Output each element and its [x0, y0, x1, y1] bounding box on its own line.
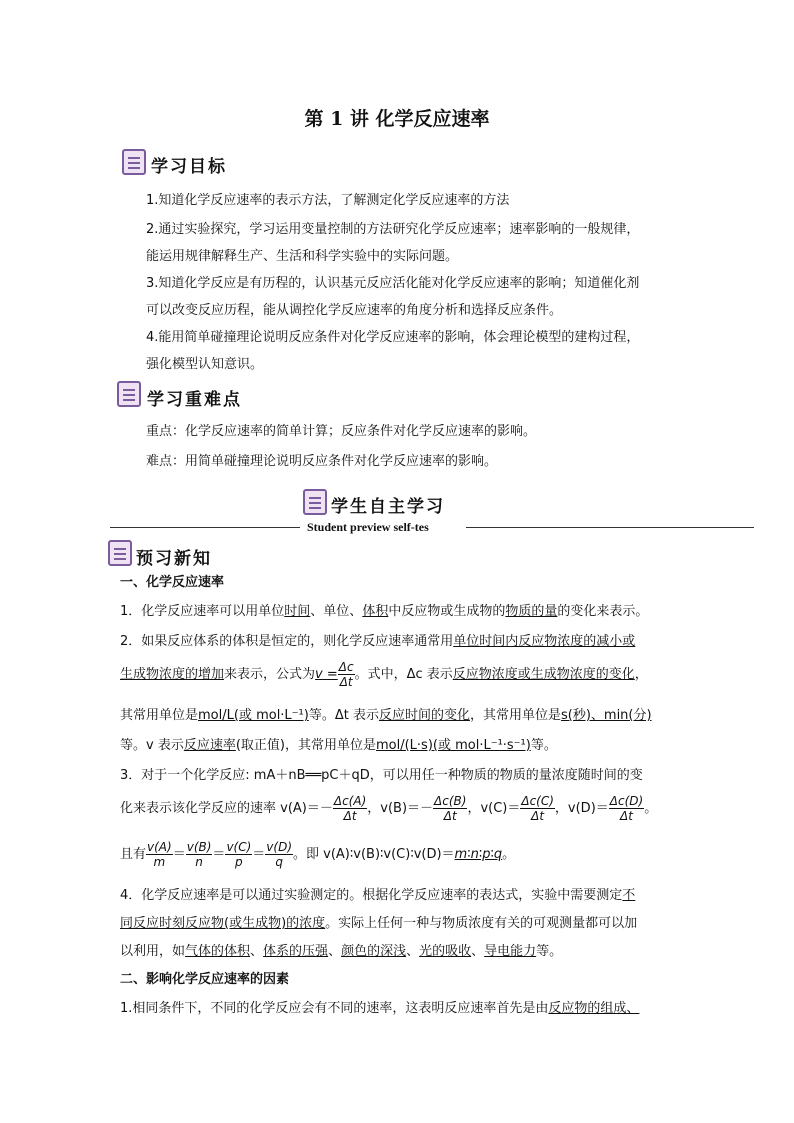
key-heading: 学习重难点: [147, 390, 242, 410]
part2-heading: 二、影响化学反应速率的因素: [120, 972, 290, 987]
banner-subtitle: Student preview self-tes: [307, 520, 429, 534]
paragraph-line: 化来表示该化学反应的速率 v(A)＝－ $\frac{\Delta c(A)}{\Delta t}$ ，v(B)＝－ $\frac{\Delta c(B)}{\Delta t}$ ，v(C)＝ $\frac{\Delta c(C)}{\Delta t}$ ，v(D)＝ $\frac{\Delta c(D)}{\Delta t}$ 。: [120, 794, 658, 823]
paragraph-line: 等。v 表示反应速率(取正值)，其常用单位是mol/(L·s)(或 mol·L⁻¹·s⁻¹)等。: [120, 738, 557, 753]
fraction: $\frac{\Delta c(D)}{\Delta t}$: [609, 794, 644, 823]
paragraph-line: 1.相同条件下，不同的化学反应会有不同的速率，这表明反应速率首先是由反应物的组成、: [120, 1001, 640, 1016]
goal-line: 可以改变反应历程，能从调控化学反应速率的角度分析和选择反应条件。: [146, 303, 563, 318]
fraction: $\frac{\Delta c}{\Delta t}$: [338, 660, 354, 689]
paragraph-line: 且有 $\frac{v(A)}{m}$ ＝ $\frac{v(B)}{n}$ ＝ $\frac{v(C)}{p}$ ＝ $\frac{v(D)}{q}$ 。即 v(A)∶v(B)∶v(C)∶v(D)＝m∶n∶p∶q。: [120, 840, 516, 869]
paragraph-line: 1．化学反应速率可以用单位时间、单位、体积中反应物或生成物的物质的量的变化来表示。: [120, 604, 649, 619]
goal-line: 4.能用简单碰撞理论说明反应条件对化学反应速率的影响，体会理论模型的建构过程，: [146, 330, 640, 345]
paragraph-line: 2．如果反应体系的体积是恒定的，则化学反应速率通常用单位时间内反应物浓度的减小或: [120, 634, 636, 649]
preview-heading: 预习新知: [136, 549, 212, 569]
goal-line: 1.知道化学反应速率的表示方法，了解测定化学反应速率的方法: [146, 193, 510, 208]
notebook-icon: [117, 381, 141, 407]
fraction: $\frac{\Delta c(B)}{\Delta t}$: [434, 794, 467, 823]
difficulty-text: 难点：用简单碰撞理论说明反应条件对化学反应速率的影响。: [146, 454, 498, 469]
book-icon: [122, 149, 146, 175]
fraction: $\frac{v(B)}{n}$: [186, 840, 212, 869]
divider-left: [110, 527, 300, 528]
goals-heading: 学习目标: [151, 157, 227, 177]
fraction: $\frac{v(C)}{p}$: [226, 840, 252, 869]
part1-heading: 一、化学反应速率: [120, 575, 225, 590]
focus-text: 重点：化学反应速率的简单计算；反应条件对化学反应速率的影响。: [146, 424, 537, 439]
fraction: $\frac{v(D)}{q}$: [266, 840, 293, 869]
divider-right: [466, 527, 754, 528]
calendar-icon: [108, 540, 132, 566]
goal-line: 3.知道化学反应是有历程的，认识基元反应活化能对化学反应速率的影响；知道催化剂: [146, 276, 640, 291]
paragraph-line: 其常用单位是mol/L(或 mol·L⁻¹)等。Δt 表示反应时间的变化，其常用单位是s(秒)、min(分): [120, 708, 652, 723]
paragraph-line: 3．对于一个化学反应: mA＋nB══pC＋qD，可以用任一种物质的物质的量浓度随时间的变: [120, 768, 643, 783]
goal-line: 能运用规律解释生产、生活和科学实验中的实际问题。: [146, 249, 459, 264]
page-title: 第 1 讲 化学反应速率: [304, 108, 490, 130]
paragraph-line: 以利用，如气体的体积、体系的压强、颜色的深浅、光的吸收、导电能力等。: [120, 944, 563, 959]
paragraph-line: 生成物浓度的增加来表示，公式为v = $\frac{\Delta c}{\Delta t}$ 。式中，Δc 表示反应物浓度或生成物浓度的变化，: [120, 660, 648, 689]
goal-line: 强化模型认知意识。: [146, 357, 264, 372]
fraction: $\frac{\Delta c(A)}{\Delta t}$: [333, 794, 367, 823]
self-study-heading: 学生自主学习: [331, 497, 445, 517]
goal-line: 2.通过实验探究，学习运用变量控制的方法研究化学反应速率；速率影响的一般规律，: [146, 222, 640, 237]
open-book-icon: [303, 489, 327, 515]
fraction: $\frac{\Delta c(C)}{\Delta t}$: [521, 794, 554, 823]
paragraph-line: 同反应时刻反应物(或生成物)的浓度。实际上任何一种与物质浓度有关的可观测量都可以加: [120, 916, 638, 931]
fraction: $\frac{v(A)}{m}$: [147, 840, 172, 869]
paragraph-line: 4．化学反应速率是可以通过实验测定的。根据化学反应速率的表达式，实验中需要测定不: [120, 888, 636, 903]
